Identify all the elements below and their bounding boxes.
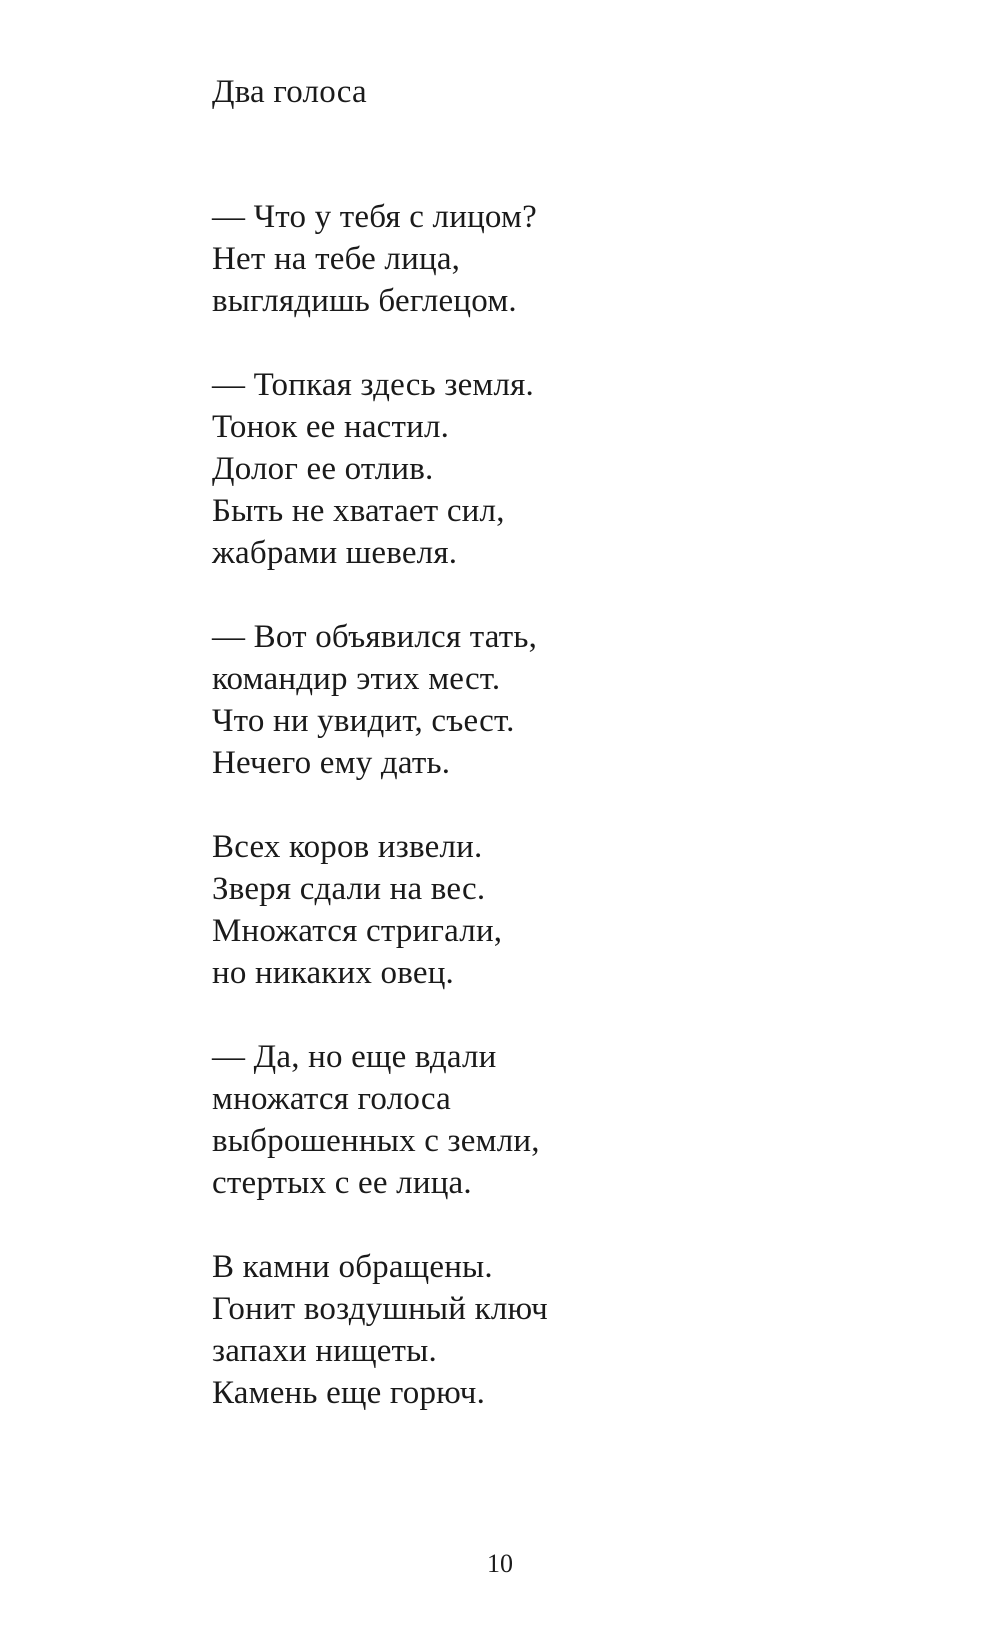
- poem-body: [212, 196, 852, 1456]
- poem-line: Множатся стригали,: [212, 913, 503, 949]
- poem-line: запахи нищеты.: [212, 1333, 437, 1369]
- poem-line: Быть не хватает сил,: [212, 493, 505, 529]
- poem-line: Нет на тебе лица,: [212, 241, 461, 277]
- poem-line: — Да, но еще вдали: [212, 1039, 497, 1075]
- poem-title: Два голоса: [212, 74, 367, 110]
- page-number: 10: [487, 1549, 513, 1578]
- poem-line: Тонок ее настил.: [212, 409, 450, 445]
- poem-line: командир этих мест.: [212, 661, 501, 697]
- stanza-4: [212, 826, 852, 994]
- poem-line: но никаких овец.: [212, 955, 454, 991]
- poem-line: выброшенных с земли,: [212, 1123, 540, 1159]
- poem-line: В камни обращены.: [212, 1249, 493, 1285]
- poem-line: Всех коров извели.: [212, 829, 483, 865]
- stanza-3: [212, 616, 852, 784]
- poem-line: стертых с ее лица.: [212, 1165, 472, 1201]
- poem-line: выглядишь беглецом.: [212, 283, 517, 319]
- poem-line: Что ни увидит, съест.: [212, 703, 515, 739]
- stanza-6: [212, 1246, 852, 1414]
- stanza-2: [212, 364, 852, 574]
- poem-line: множатся голоса: [212, 1081, 451, 1117]
- poem-line: — Вот объявился тать,: [212, 619, 538, 655]
- poem-line: Нечего ему дать.: [212, 745, 451, 781]
- poem-line: Долог ее отлив.: [212, 451, 434, 487]
- poem-line: — Что у тебя с лицом?: [212, 199, 537, 235]
- poem-line: Гонит воздушный ключ: [212, 1291, 548, 1327]
- poem-line: Камень еще горюч.: [212, 1375, 486, 1411]
- stanza-5: [212, 1036, 852, 1204]
- poem-line: жабрами шевеля.: [212, 535, 458, 571]
- poem-line: — Топкая здесь земля.: [212, 367, 535, 403]
- poem-line: Зверя сдали на вес.: [212, 871, 486, 907]
- stanza-1: [212, 196, 852, 322]
